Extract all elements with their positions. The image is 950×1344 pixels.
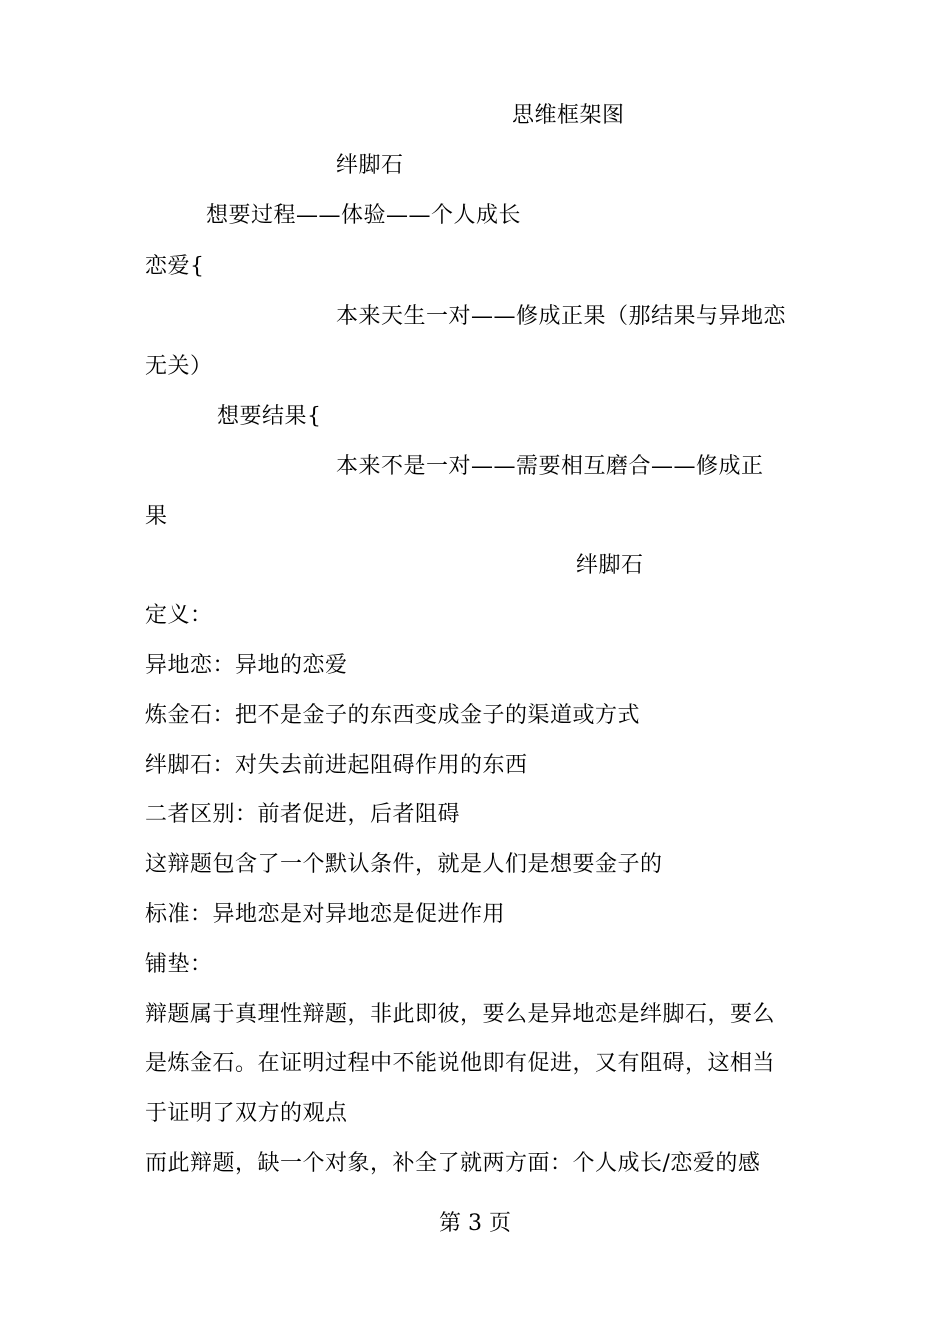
paragraph-groundwork-1: 辩题属于真理性辩题，非此即彼，要么是异地恋是绊脚石，要么 — [145, 1002, 776, 1027]
diagram-branch-not-pair-cont: 果 — [145, 504, 168, 529]
paragraph-standard: 标准：异地恋是对异地恋是促进作用 — [145, 902, 506, 927]
diagram-branch-natural-pair-cont: 无关） — [145, 354, 213, 379]
diagram-branch-result: 想要结果{ — [217, 404, 322, 429]
definition-long-distance: 异地恋：异地的恋爱 — [145, 653, 348, 678]
diagram-node-stumbling-block-top: 绊脚石 — [336, 153, 404, 178]
definition-difference: 二者区别：前者促进，后者阻碍 — [145, 802, 461, 827]
diagram-root-love: 恋爱{ — [145, 254, 205, 279]
diagram-branch-process: 想要过程——体验——个人成长 — [206, 203, 522, 228]
definition-alchemy-stone: 炼金石：把不是金子的东西变成金子的渠道或方式 — [145, 703, 641, 728]
page-number: 第 3 页 — [439, 1211, 511, 1236]
section-heading-definition: 定义： — [145, 603, 213, 628]
paragraph-groundwork-3: 于证明了双方的观点 — [145, 1101, 348, 1126]
definition-stumbling-block: 绊脚石：对失去前进起阻碍作用的东西 — [145, 753, 528, 778]
diagram-branch-natural-pair: 本来天生一对——修成正果（那结果与异地恋 — [336, 304, 787, 329]
diagram-title: 思维框架图 — [512, 103, 625, 128]
diagram-node-stumbling-block-bottom: 绊脚石 — [576, 553, 644, 578]
diagram-branch-not-pair: 本来不是一对——需要相互磨合——修成正 — [336, 454, 764, 479]
paragraph-groundwork-2: 是炼金石。在证明过程中不能说他即有促进，又有阻碍，这相当 — [145, 1051, 776, 1076]
paragraph-groundwork-4: 而此辩题，缺一个对象，补全了就两方面：个人成长/恋爱的感 — [145, 1151, 761, 1176]
section-heading-groundwork: 铺垫： — [145, 952, 213, 977]
paragraph-default-condition: 这辩题包含了一个默认条件，就是人们是想要金子的 — [145, 852, 663, 877]
